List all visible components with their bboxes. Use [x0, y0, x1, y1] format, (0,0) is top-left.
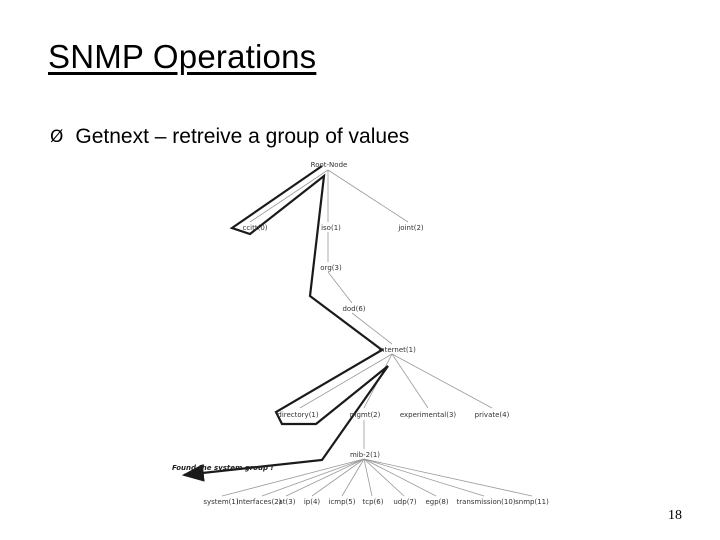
node-icmp: icmp(5)	[328, 498, 356, 506]
edge-mib2-udp	[364, 459, 404, 496]
edge-mib2-at	[286, 459, 364, 496]
found-system-group-annotation: Found the system group !	[172, 464, 274, 472]
node-at: at(3)	[278, 498, 296, 506]
node-system: system(1)	[203, 498, 239, 506]
bullet-text: Getnext – retreive a group of values	[75, 125, 410, 148]
arrow-bullet-icon: Ø	[50, 127, 64, 147]
node-directory: directory(1)	[277, 411, 319, 419]
getnext-walk-path	[184, 166, 388, 475]
node-joint: joint(2)	[398, 224, 424, 232]
edge-root-joint	[328, 170, 408, 222]
node-ip: ip(4)	[303, 498, 321, 506]
edge-org-dod	[328, 272, 352, 303]
page-number: 18	[668, 508, 682, 523]
node-org: org(3)	[320, 264, 342, 272]
node-dod: dod(6)	[342, 305, 366, 313]
node-mib2: mib-2(1)	[349, 451, 381, 459]
node-experimental: experimental(3)	[399, 411, 457, 419]
edge-internet-experimental	[392, 354, 428, 408]
edge-mib2-snmp	[364, 459, 532, 496]
node-tcp: tcp(6)	[362, 498, 384, 506]
slide-title: SNMP Operations	[48, 38, 317, 75]
node-egp: egp(8)	[425, 498, 449, 506]
node-root: Root-Node	[310, 161, 348, 169]
node-udp: udp(7)	[393, 498, 417, 506]
node-ccitt: ccitt(0)	[242, 224, 268, 232]
node-snmp: snmp(11)	[515, 498, 549, 506]
edge-root-ccitt	[250, 170, 328, 222]
node-mgmt: mgmt(2)	[349, 411, 381, 419]
edge-mib2-tcp	[364, 459, 372, 496]
node-iso: iso(1)	[321, 224, 341, 232]
node-internet: internet(1)	[378, 346, 416, 354]
node-interfaces: interfaces(2)	[236, 498, 282, 506]
edge-dod-internet	[352, 313, 392, 344]
node-private: private(4)	[474, 411, 510, 419]
node-transmission: transmission(10)	[456, 498, 516, 506]
edge-mib2-transmission	[364, 459, 484, 496]
edge-internet-private	[392, 354, 492, 408]
edge-mib2-ip	[312, 459, 364, 496]
